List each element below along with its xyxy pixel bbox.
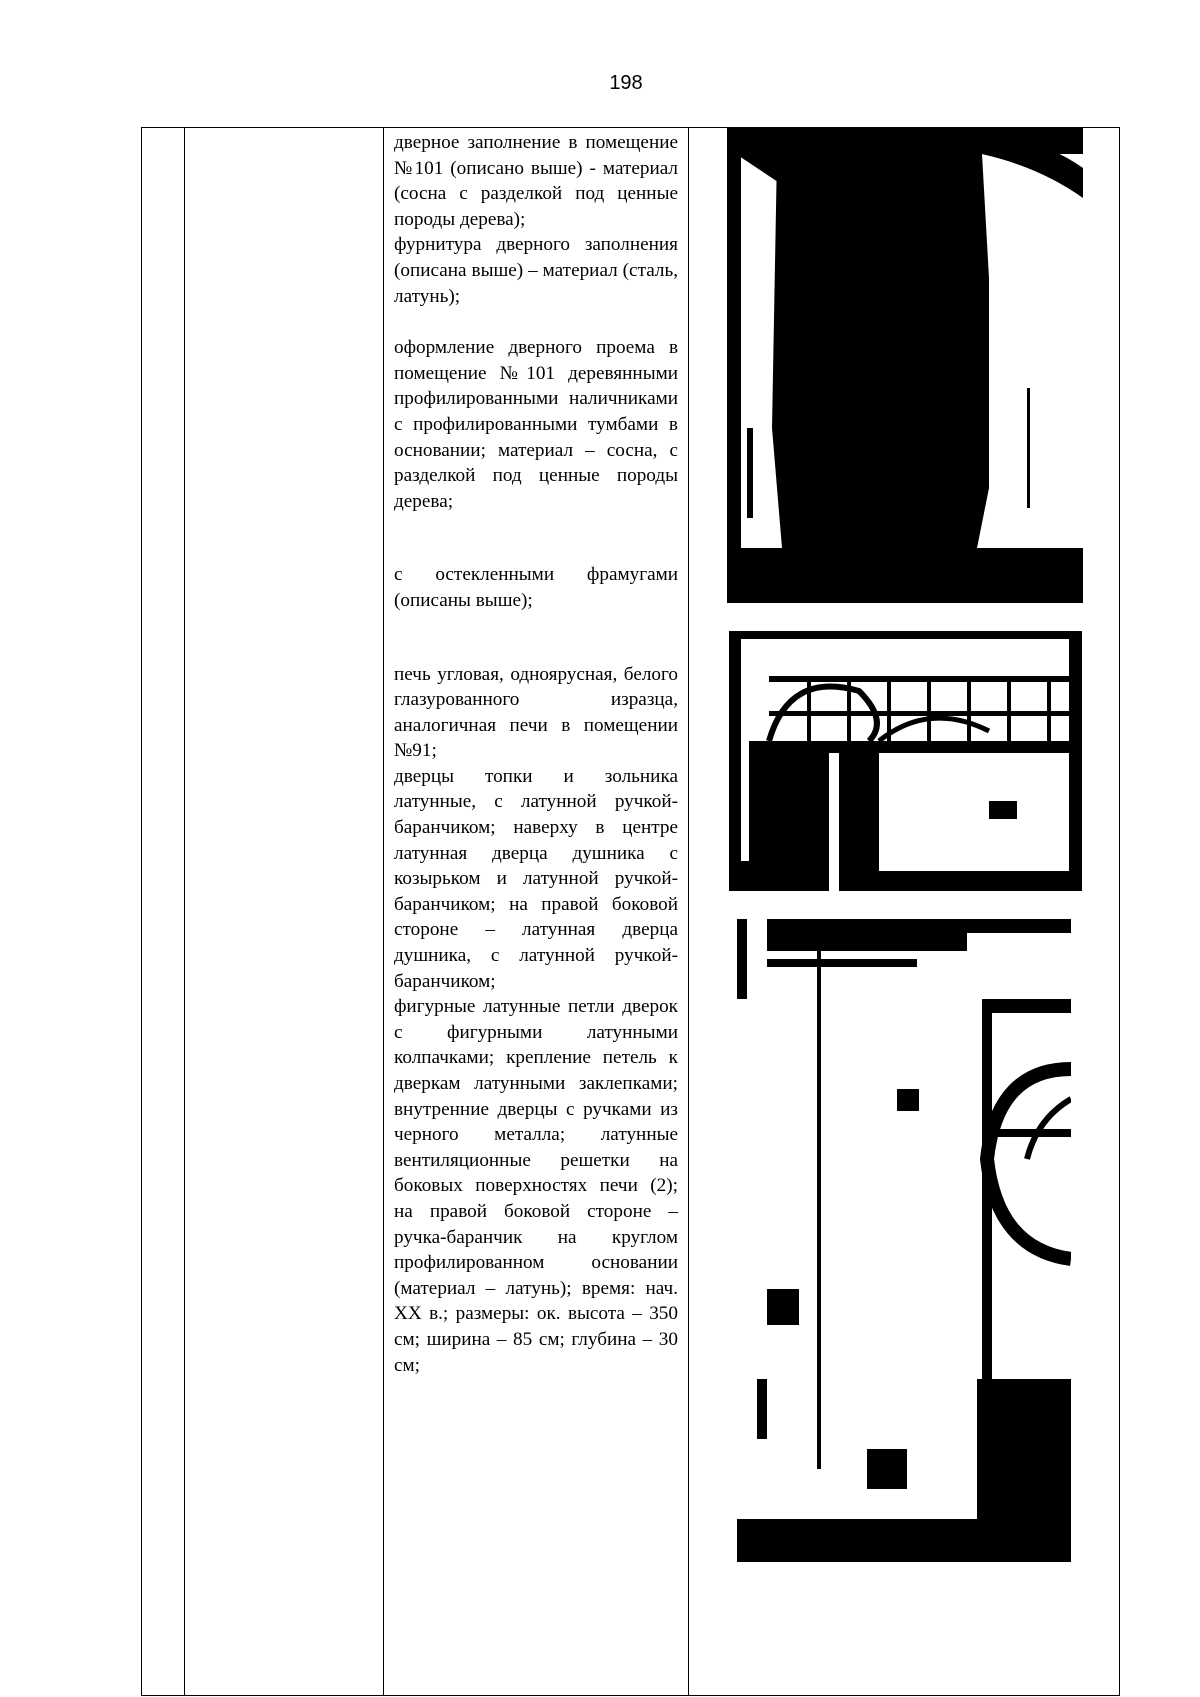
description-paragraph: фурнитура дверного заполнения (описана выше) – материал (сталь, латунь);	[394, 234, 678, 307]
page-number: 198	[609, 72, 643, 94]
description-paragraph: дверное заполнение в помещение №101 (описано выше) - материал (сосна с разделкой под ценные породы дерева);	[394, 132, 678, 230]
column-divider-2	[383, 128, 384, 1695]
doorway-photo	[727, 128, 1083, 603]
description-paragraph: дверцы топки и зольника латунные, с латунной ручкой-баранчиком; наверху в центре латунная дверца душника с козырьком и латунной ручкой-баранчиком; на правой боковой стороне – латунная дверца душника, с латунной ручкой-баранчиком;	[394, 765, 678, 992]
description-paragraph: с остекленными фрамугами (описаны выше);	[394, 564, 678, 611]
transom-photo	[729, 631, 1082, 891]
column-divider-3	[688, 128, 689, 1695]
description-column	[394, 130, 678, 1378]
stove-photo	[737, 919, 1071, 1562]
description-paragraph: печь угловая, одноярусная, белого глазурованного изразца, аналогичная печи в помещении №91;	[394, 663, 678, 762]
description-paragraph: оформление дверного проема в помещение №101 деревянными профилированными наличниками с профилированными тумбами в основании; материал – сосна, с разделкой под ценные породы дерева;	[394, 337, 678, 512]
description-paragraph: фигурные латунные петли дверок с фигурными латунными колпачками; крепление петель к дверкам латунными заклепками; внутренние дверцы с ручками из черного металла; латунные вентиляционные решетки на боковых поверхностях печи (2); на правой боковой стороне – ручка-баранчик на круглом профилированном основании (материал – латунь); время: нач. XX в.; размеры: ок. высота – 350 см; ширина – 85 см; глубина – 30 см;	[394, 996, 678, 1376]
column-divider-1	[184, 128, 185, 1695]
